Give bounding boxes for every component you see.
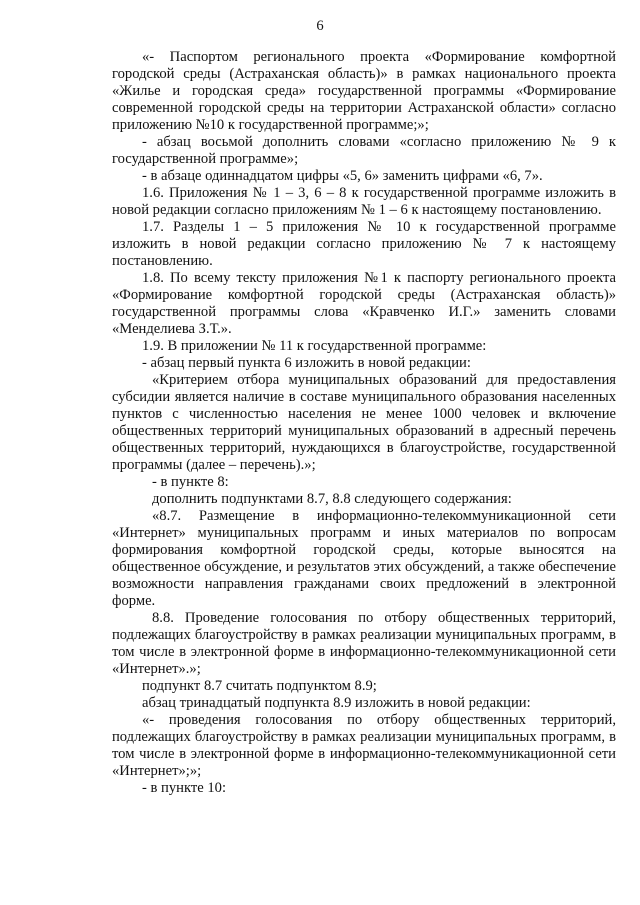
paragraph-add-subpoints: дополнить подпунктами 8.7, 8.8 следующего содержания: (152, 491, 512, 507)
paragraph-voting-quote: «- проведения голосования по отбору общественных территорий, подлежащих благоустройству в рамках реализации муниципальных программ, в том числе в электронной форме в информационно-телекоммуникационной сети «Интернет»;»; (112, 712, 616, 779)
paragraph-renumber: подпункт 8.7 считать подпунктом 8.9; (142, 678, 377, 694)
document-body (112, 49, 616, 797)
paragraph-8-7: «8.7. Размещение в информационно-телекоммуникационной сети «Интернет» муниципальных программ и иных материалов по вопросам формирования комфортной городской среды, которые выносятся на общественное обсуждение, и результатов этих обсуждений, а также обеспечение возможности направления гражданами своих предложений в электронной форме. (112, 508, 616, 609)
paragraph-8-8: 8.8. Проведение голосования по отбору общественных территорий, подлежащих благоустройству в рамках реализации муниципальных программ, в том числе в электронной форме в информационно-телекоммуникационной сети «Интернет».»; (112, 610, 616, 677)
page-number: 6 (316, 18, 324, 34)
paragraph-1-6: 1.6. Приложения № 1 – 3, 6 – 8 к государственной программе изложить в новой редакции согласно приложениям № 1 – 6 к настоящему постановлению. (112, 185, 616, 218)
paragraph-1-7: 1.7. Разделы 1 – 5 приложения № 10 к государственной программе изложить в новой редакции согласно приложению № 7 к настоящему постановлению. (112, 219, 616, 269)
paragraph-criteria-quote: «Критерием отбора муниципальных образований для предоставления субсидии является наличие в составе муниципального образования населенных пунктов с численностью населения не менее 1000 человек и включение общественных территорий муниципальных образований в адресный перечень общественных территорий, нуждающихся в благоустройстве, государственной программы (далее – перечень).»; (112, 372, 616, 473)
paragraph-abzac-8: - абзац восьмой дополнить словами «согласно приложению № 9 к государственной программе»; (112, 134, 616, 167)
paragraph-passport: «- Паспортом регионального проекта «Формирование комфортной городской среды (Астраханская область)» в рамках национального проекта «Жилье и городская среда» государственной программы «Формирование современной городской среды на территории Астраханской области» согласно приложению №10 к государственной программе;»; (112, 49, 616, 133)
paragraph-punkt-10: - в пункте 10: (142, 780, 227, 796)
paragraph-1-8: 1.8. По всему тексту приложения №1 к паспорту регионального проекта «Формирование комфортной городской среды (Астраханская область)» государственной программы слова «Кравченко И.Г.» заменить словами «Менделиева З.Т.». (112, 270, 616, 337)
paragraph-1-9: 1.9. В приложении № 11 к государственной программе: (142, 338, 487, 354)
paragraph-abzac-11: - в абзаце одиннадцатом цифры «5, 6» заменить цифрами «6, 7». (142, 168, 543, 184)
paragraph-punkt-8: - в пункте 8: (152, 474, 229, 490)
paragraph-punkt-6: - абзац первый пункта 6 изложить в новой редакции: (142, 355, 471, 371)
paragraph-abzac-13: абзац тринадцатый подпункта 8.9 изложить в новой редакции: (142, 695, 531, 711)
